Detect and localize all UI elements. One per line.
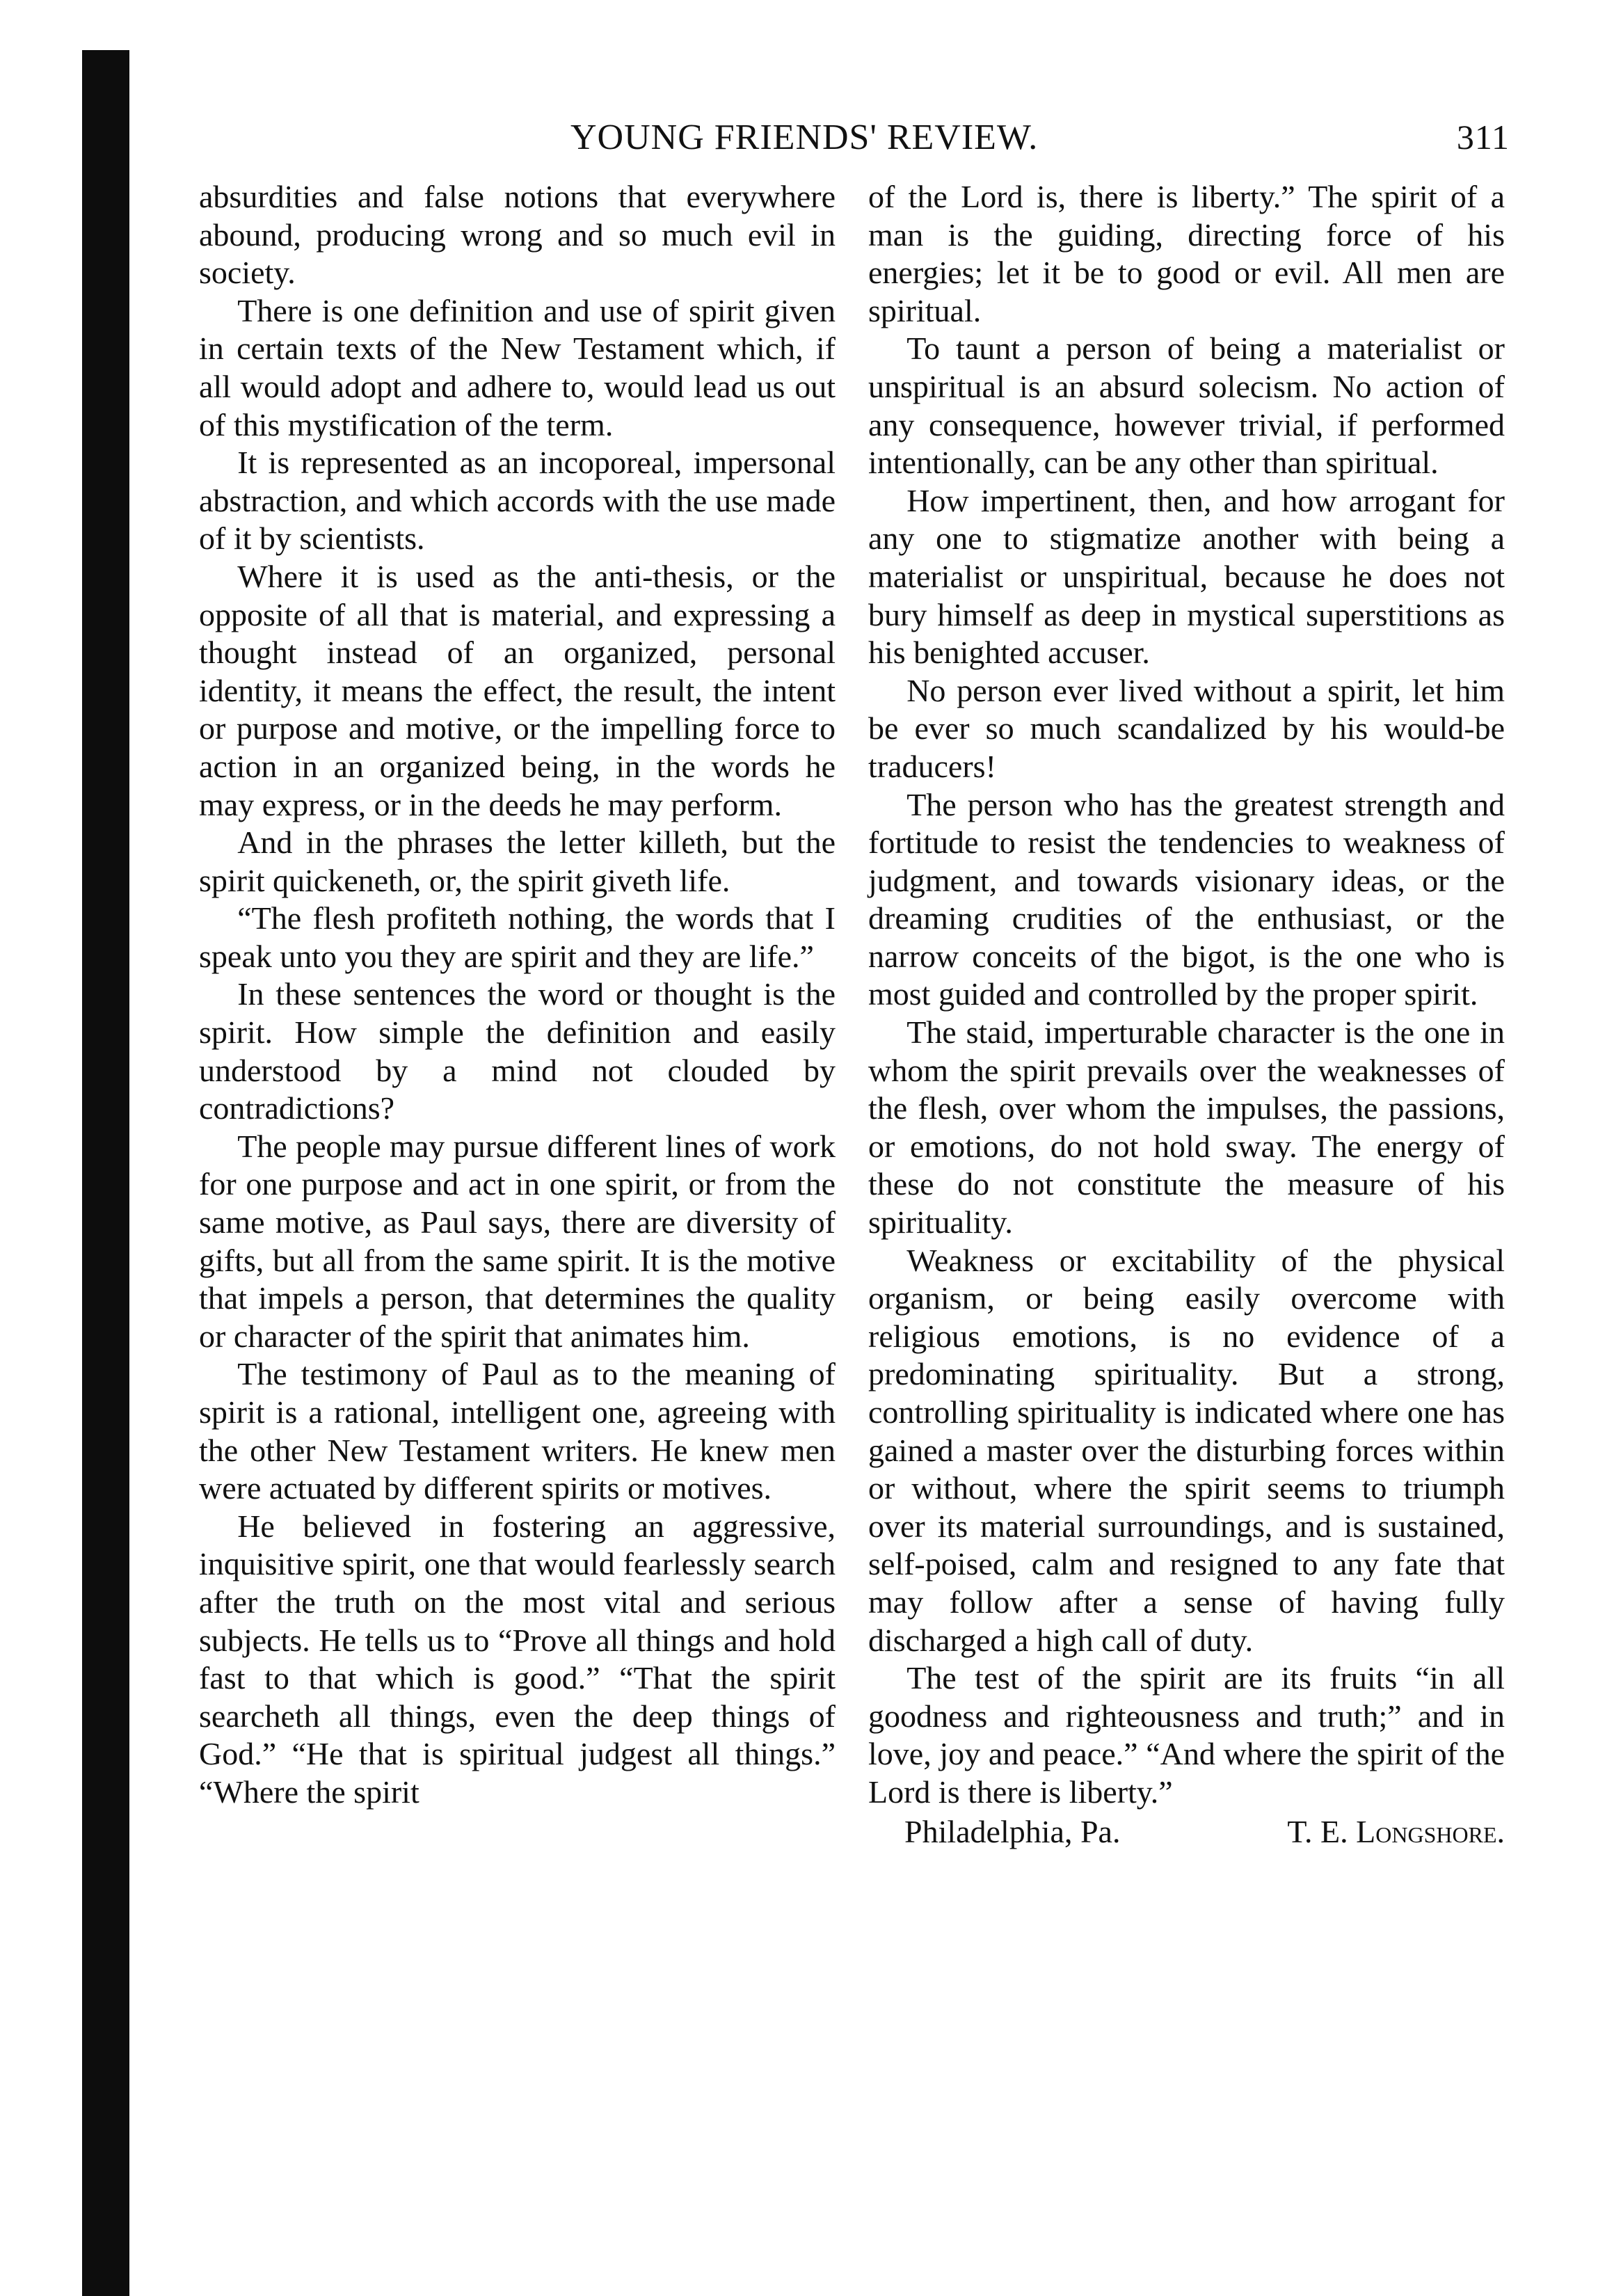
book-spine-shadow xyxy=(82,50,129,2296)
paragraph: Where it is used as the anti-thesis, or the opposite of all that is material, and expressing a thought instead of an organized, personal identity, it means the effect, the result, the intent or purpose and motive, or the impelling force to action in an organized being, in the words he may express, or in the deeds he may perform. xyxy=(199,558,836,822)
paragraph: absurdities and false notions that everywhere abound, producing wrong and so much evil in society. xyxy=(199,179,836,291)
paragraph: The test of the spirit are its fruits “in all goodness and righteousness and truth;” and in love, joy and peace.” “And where the spirit of the Lord is there is liberty.” xyxy=(868,1660,1505,1810)
paragraph: The people may pursue different lines of work for one purpose and act in one spirit, or from the same motive, as Paul says, there are diversity of gifts, but all from the same spirit. It is the motive that impels a person, that determines the quality or character of the spirit that animates him. xyxy=(199,1128,836,1354)
paragraph: There is one definition and use of spirit given in certain texts of the New Testament which, if all would adopt and adhere to, would lead us out of this mystification of the term. xyxy=(199,292,836,443)
page-number: 311 xyxy=(1456,118,1510,157)
running-header xyxy=(487,117,1510,166)
paragraph: The person who has the greatest strength and fortitude to resist the tendencies to weakness of judgment, and towards visionary ideas, or the dreaming crudities of the enthusiast, or the narrow conceits of the bigot, is the one who is most guided and controlled by the proper spirit. xyxy=(868,786,1505,1012)
paragraph: of the Lord is, there is liberty.” The spirit of a man is the guiding, directing force of his energies; let it be to good or evil. All men are spiritual. xyxy=(868,179,1505,328)
journal-title: YOUNG FRIENDS' REVIEW. xyxy=(570,118,1039,157)
signature-line xyxy=(868,1813,1505,1851)
paragraph: The staid, imperturable character is the one in whom the spirit prevails over the weaknesses of the flesh, over whom the impulses, the passions, or emotions, do not hold sway. The energy of these do not constitute the measure of his spirituality. xyxy=(868,1014,1505,1241)
paragraph: To taunt a person of being a materialist or unspiritual is an absurd solecism. No action of any consequence, however trivial, if performed intentionally, can be any other than spiritual. xyxy=(868,330,1505,481)
paragraph: He believed in fostering an aggressive, inquisitive spirit, one that would fearlessly search after the truth on the most vital and serious subjects. He tells us to “Prove all things and hold fast to that which is good.” “That the spirit searcheth all things, even the deep things of God.” “He that is spiritual judgest all things.” “Where the spirit xyxy=(199,1508,836,1810)
right-column xyxy=(868,178,1505,1851)
left-column xyxy=(199,178,836,1812)
signature-author: T. E. Longshore. xyxy=(1287,1813,1505,1849)
paragraph: No person ever lived without a spirit, let him be ever so much scandalized by his would-be traducers! xyxy=(868,672,1505,784)
paragraph: “The flesh profiteth nothing, the words that I speak unto you they are spirit and they are life.” xyxy=(199,900,836,974)
paragraph: It is represented as an incoporeal, impersonal abstraction, and which accords with the use made of it by scientists. xyxy=(199,445,836,557)
signature-place: Philadelphia, Pa. xyxy=(904,1813,1121,1849)
paragraph: In these sentences the word or thought is the spirit. How simple the definition and easily understood by a mind not clouded by contradictions? xyxy=(199,976,836,1126)
paragraph: Weakness or excitability of the physical organism, or being easily overcome with religious emotions, is no evidence of a predominating spirituality. But a strong, controlling spirituality is indicated where one has gained a master over the disturbing forces within or without, where the spirit seems to triumph over its material surroundings, and is sustained, self-poised, calm and resigned to any fate that may follow after a sense of having fully discharged a high call of duty. xyxy=(868,1242,1505,1658)
paragraph: The testimony of Paul as to the meaning of spirit is a rational, intelligent one, agreeing with the other New Testament writers. He knew men were actuated by different spirits or motives. xyxy=(199,1356,836,1506)
paragraph: How impertinent, then, and how arrogant for any one to stigmatize another with being a materialist or unspiritual, because he does not bury himself as deep in mystical superstitions as his benighted accuser. xyxy=(868,482,1505,671)
paragraph: And in the phrases the letter killeth, but the spirit quickeneth, or, the spirit giveth life. xyxy=(199,824,836,898)
